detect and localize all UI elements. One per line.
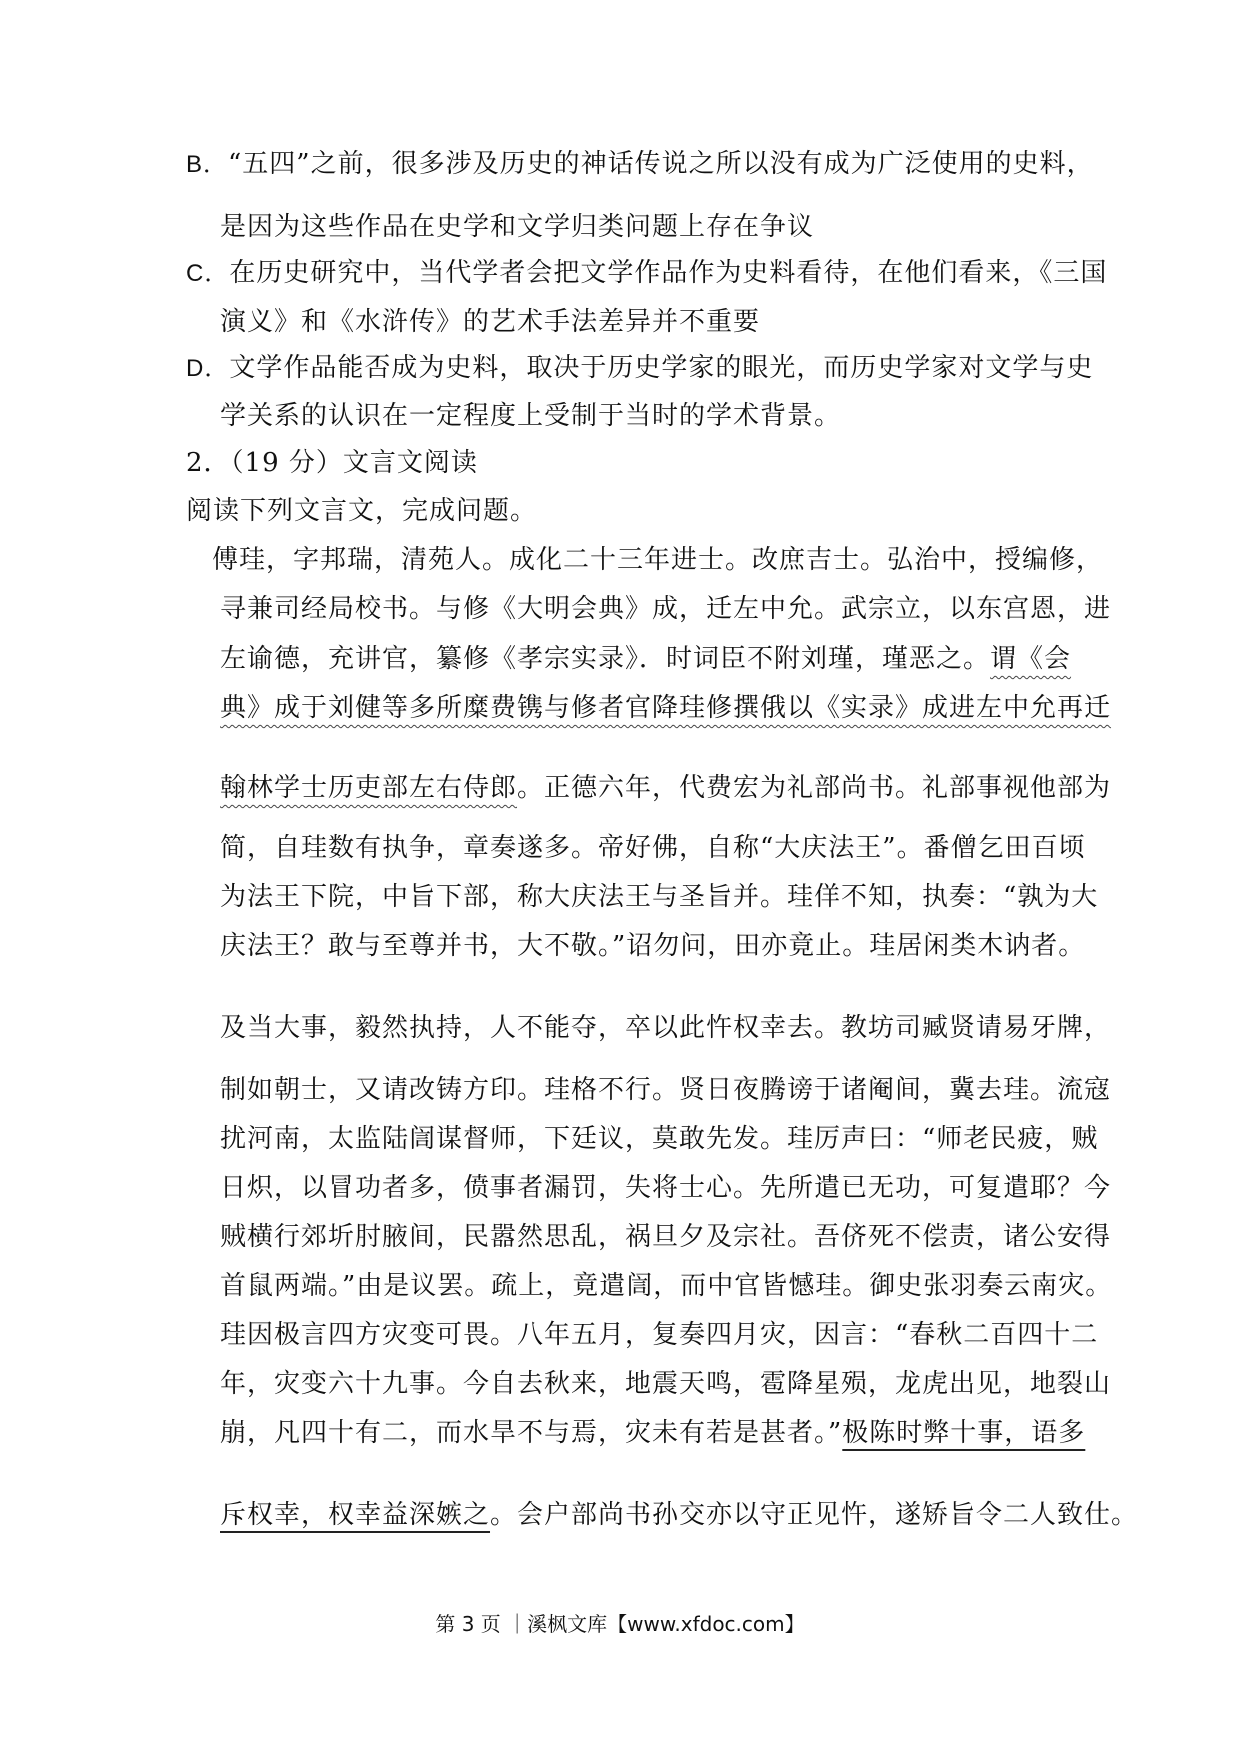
passage-line-5 xyxy=(220,772,1111,804)
wavy-underlined-text: 典》成于刘健等多所糜费镌与修者官降珪修撰俄以《实录》成进左中允再迁 xyxy=(220,693,1112,723)
passage-line-1: 傅珪，字邦瑞，清苑人。成化二十三年进士。改庶吉士。弘治中，授编修， xyxy=(212,545,1104,575)
option-d-line1 xyxy=(186,352,1093,385)
passage-line-5-text: 。正德六年，代费宏为礼部尚书。礼部事视他部为 xyxy=(517,773,1112,803)
passage-line-17 xyxy=(220,1417,1085,1449)
page-footer: 第 3 页 ｜溪枫文库【www.xfdoc.com】 xyxy=(435,1612,805,1636)
passage-line-14: 首鼠两端。”由是议罢。疏上，竟遣訚，而中官皆憾珪。御史张羽奏云南灾。 xyxy=(220,1271,1113,1301)
passage-line-13: 贼横行郊圻肘腋间，民嚣然思乱，祸旦夕及宗社。吾侪死不偿责，诸公安得 xyxy=(220,1222,1112,1252)
option-b-letter: B． xyxy=(186,151,229,178)
option-c-line2: 演义》和《水浒传》的艺术手法差异并不重要 xyxy=(220,307,761,337)
passage-line-3 xyxy=(220,643,1071,675)
option-b-line2: 是因为这些作品在史学和文学归类问题上存在争议 xyxy=(220,212,815,242)
underlined-text: 斥权幸，权幸益深嫉之 xyxy=(220,1500,491,1530)
wavy-underlined-text: 翰林学士历吏部左右侍郎 xyxy=(220,773,518,803)
passage-line-7: 为法王下院，中旨下部，称大庆法王与圣旨并。珪佯不知，执奏：“孰为大 xyxy=(220,882,1099,912)
option-b-text: “五四”之前，很多涉及历史的神话传说之所以没有成为广泛使用的史料， xyxy=(228,149,1094,179)
passage-line-12: 日炽，以冒功者多，偾事者漏罚，失将士心。先所遣已无功，可复遣耶？今 xyxy=(220,1173,1112,1203)
option-b-line1 xyxy=(186,148,1094,181)
passage-line-9: 及当大事，毅然执持，人不能夺，卒以此忤权幸去。教坊司臧贤请易牙牌， xyxy=(220,1013,1112,1043)
option-d-letter: D． xyxy=(186,355,230,382)
option-d-text: 文学作品能否成为史料，取决于历史学家的眼光，而历史学家对文学与史 xyxy=(229,353,1094,383)
underlined-text: 极陈时弊十事，语多 xyxy=(842,1418,1086,1448)
passage-line-18 xyxy=(220,1499,1138,1531)
option-c-line1 xyxy=(186,257,1107,290)
option-c-letter: C． xyxy=(186,260,230,287)
question-2-title: 2．（19 分）文言文阅读 xyxy=(186,448,478,478)
passage-line-11: 扰河南，太监陆訚谋督师，下廷议，莫敢先发。珪厉声曰：“师老民疲，贼 xyxy=(220,1124,1099,1154)
wavy-underlined-text: 谓《会 xyxy=(990,644,1072,674)
option-c-text: 在历史研究中，当代学者会把文学作品作为史料看待，在他们看来，《三国 xyxy=(229,258,1108,288)
passage-line-8: 庆法王？敢与至尊并书，大不敬。”诏勿问，田亦竟止。珪居闲类木讷者。 xyxy=(220,931,1086,961)
passage-line-17-text: 崩，凡四十有二，而水旱不与焉，灾未有若是甚者。” xyxy=(220,1418,843,1448)
passage-line-10: 制如朝士，又请改铸方印。珪格不行。贤日夜腾谤于诸阉间，冀去珪。流寇 xyxy=(220,1075,1112,1105)
passage-line-16: 年，灾变六十九事。今自去秋来，地震天鸣，雹降星殒，龙虎出见，地裂山 xyxy=(220,1369,1112,1399)
passage-line-3-text: 左谕德，充讲官，纂修《孝宗实录》．时词臣不附刘瑾，瑾恶之。 xyxy=(220,644,991,674)
passage-line-18-text: 。会户部尚书孙交亦以守正见忤，遂矫旨令二人致仕。 xyxy=(490,1500,1139,1530)
question-2-instruction: 阅读下列文言文，完成问题。 xyxy=(186,496,538,526)
passage-line-6: 简，自珪数有执争，章奏遂多。帝好佛，自称“大庆法王”。番僧乞田百顷 xyxy=(220,833,1086,863)
passage-line-4 xyxy=(220,692,1111,724)
passage-line-15: 珪因极言四方灾变可畏。八年五月，复奏四月灾，因言：“春秋二百四十二 xyxy=(220,1320,1099,1350)
passage-line-2: 寻兼司经局校书。与修《大明会典》成，迁左中允。武宗立，以东宫恩，进 xyxy=(220,594,1112,624)
option-d-line2: 学关系的认识在一定程度上受制于当时的学术背景。 xyxy=(220,401,842,431)
